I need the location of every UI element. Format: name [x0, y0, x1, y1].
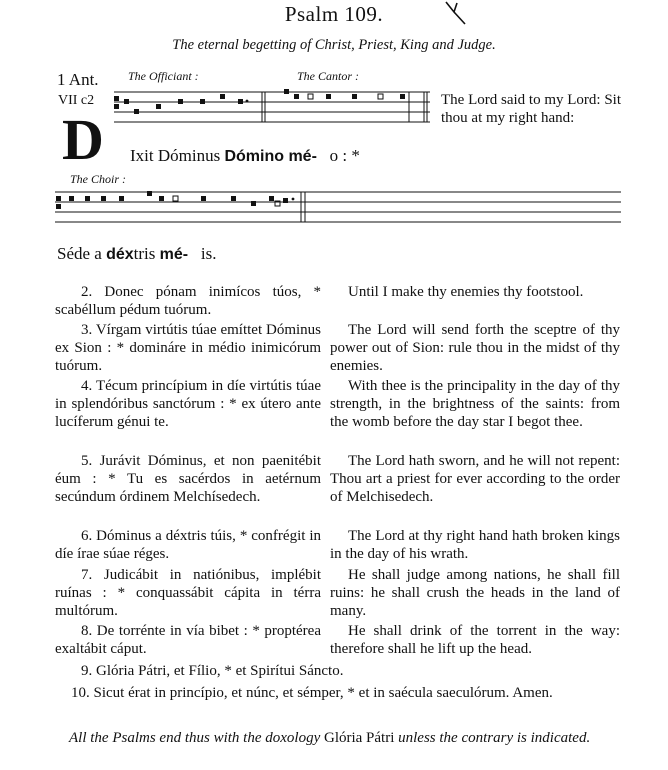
verse-2-english: Until I make thy enemies thy footstool. [348, 284, 584, 300]
verse-4-latin: 4. Técum princípium in díe virtútis túae in splendóribus sanctórum : * ex útero ante lucíferum génui te. [55, 378, 321, 430]
drop-cap: D [62, 107, 104, 172]
verse-4-english: With thee is the principality in the day of thy strength, in the brightness of the saints: from the womb before the day star I begot thee. [330, 378, 620, 430]
antiphon-label: 1 Ant. [57, 70, 99, 89]
continuation-text: Séde a [57, 244, 107, 263]
doxology-verse-9: 9. Glória Pátri, et Fílio, * et Spirítui Sáncto. [81, 663, 344, 679]
incipit-text: Ixit Dóminus [130, 146, 225, 165]
role-officiant: The Officiant : [128, 69, 199, 83]
footnote [55, 729, 621, 747]
verse-7-english: He shall judge among nations, he shall fill ruins: he shall crush the heads in the land of many. [330, 567, 620, 619]
role-choir: The Choir : [70, 172, 127, 186]
verse-2-latin: 2. Donec pónam inimícos túos, * scabéllum pédum tuórum. [55, 284, 321, 318]
verse-5-english: The Lord hath sworn, and he will not repent: Thou art a priest for ever according to the order of Melchisedech. [330, 453, 620, 505]
verse-6-latin: 6. Dóminus a déxtris túis, * confrégit in díe írae súae réges. [55, 528, 321, 562]
page-subtitle: The eternal begetting of Christ, Priest, King and Judge. [172, 37, 496, 53]
role-cantor: The Cantor : [297, 69, 360, 83]
continuation-end: is. [200, 244, 217, 263]
continuation-mid: tris [133, 244, 160, 263]
page-title: Psalm 109. [284, 2, 384, 26]
antiphon-mode: VII c2 [58, 93, 95, 108]
music-staff-1 [112, 84, 432, 140]
incipit-end: o : * [329, 146, 360, 165]
footnote-roman: Glória Pátri [320, 730, 399, 746]
verse-7-latin: 7. Judicábit in natiónibus, implébit ruínas : * conquassábit cápita in térra multórum. [55, 567, 321, 619]
doxology-verse-10: 10. Sicut érat in princípio, et núnc, et sémper, * et in saécula saeculórum. Amen. [71, 685, 553, 701]
verse-3-english: The Lord will send forth the sceptre of thy power out of Sion: rule thou in the midst of thy enemies. [330, 322, 620, 374]
music-staff-2 [55, 186, 621, 236]
verse-8-english: He shall drink of the torrent in the way: therefore shall he lift up the head. [330, 623, 620, 657]
verse-6-english: The Lord at thy right hand hath broken kings in the day of his wrath. [330, 528, 620, 562]
antiphon-continuation [57, 244, 216, 264]
antiphon-incipit [130, 146, 360, 166]
arrow-scribble-icon [441, 0, 471, 26]
incipit-tail: mé- [284, 148, 317, 165]
footnote-italic-b: unless the contrary is indicated. [398, 730, 591, 746]
verse-3-latin: 3. Vírgam virtútis túae emíttet Dóminus ex Sion : * domináre in médio inimicórum tuórum. [55, 322, 321, 374]
footnote-italic-a: All the Psalms end thus with the doxology [69, 730, 321, 746]
verse-5-latin: 5. Jurávit Dóminus, et non paenitébit éum : * Tu es sacérdos in aetérnum secúndum órdinem Melchísedech. [55, 453, 321, 505]
continuation-bold: déx [106, 246, 134, 263]
incipit-bold: Dómino [224, 148, 284, 165]
continuation-bold-2: mé- [159, 246, 189, 263]
verse-8-latin: 8. De torrénte in vía bibet : * proptérea exaltábit cáput. [55, 623, 321, 657]
antiphon-translation: The Lord said to my Lord: Sit thou at my right hand: [441, 92, 621, 126]
